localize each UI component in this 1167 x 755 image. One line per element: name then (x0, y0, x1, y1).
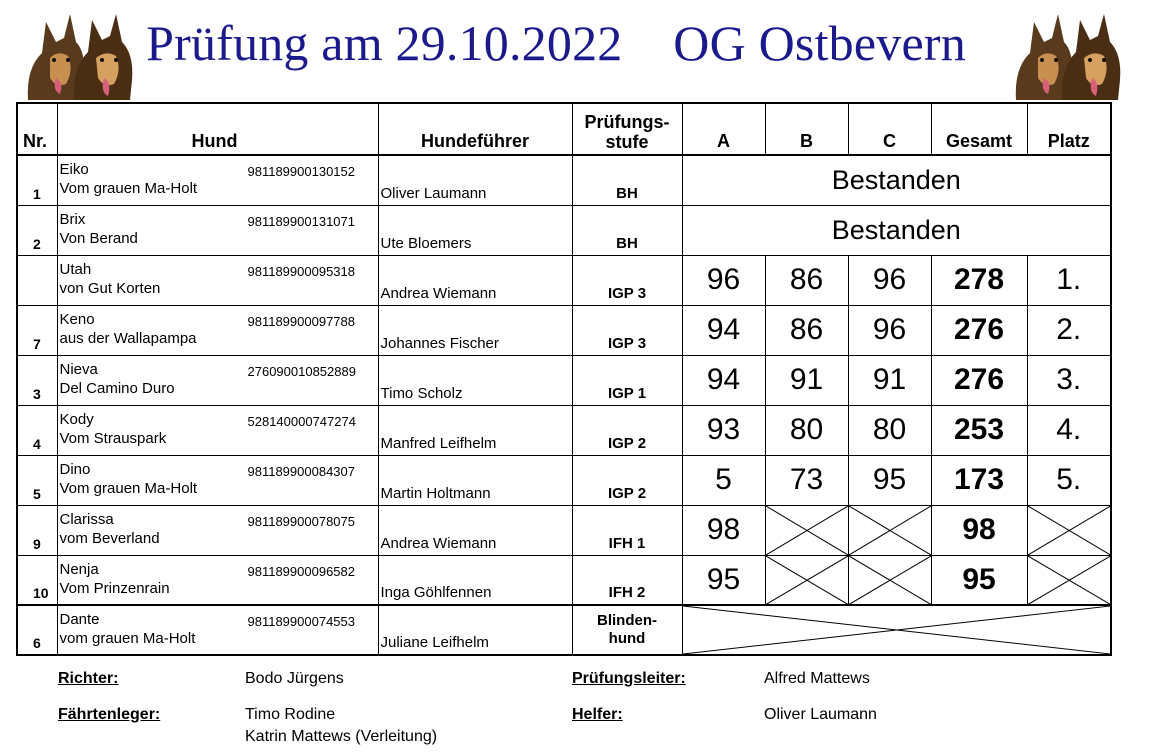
exam-level: IFH 2 (572, 555, 682, 605)
score-total: 98 (931, 505, 1027, 555)
chip-number: 981189900084307 (247, 463, 355, 479)
exam-level: Blinden- hund (572, 605, 682, 655)
exam-level: IGP 2 (572, 405, 682, 455)
page-title: Prüfung am 29.10.2022 OG Ostbevern (146, 15, 966, 71)
dog-kennel: von Gut Korten (59, 279, 161, 297)
row-nr: 3 (17, 355, 57, 405)
chip-number: 276090010852889 (247, 363, 356, 379)
score-total: 173 (931, 455, 1027, 505)
placement: 3. (1027, 355, 1111, 405)
dog-name: Kody (59, 410, 94, 428)
dog-kennel: Vom Strauspark (59, 429, 167, 447)
row-nr: 4 (17, 405, 57, 455)
chip-number: 528140000747274 (247, 413, 356, 429)
table-header-row (17, 103, 1111, 155)
chip-number: 981189900074553 (247, 614, 355, 629)
table-row (17, 405, 1111, 455)
score-a: 94 (682, 355, 765, 405)
chip-number: 981189900130152 (247, 164, 355, 179)
table-row (17, 555, 1111, 605)
crossed-out-cell (1027, 505, 1111, 555)
dog-kennel: vom grauen Ma-Holt (59, 630, 196, 647)
crossed-out-cell (848, 555, 931, 605)
exam-manager-name: Alfred Mattews (764, 670, 870, 687)
header-nr: Nr. (17, 103, 57, 155)
chip-number: 981189900097788 (247, 313, 355, 329)
dog-cell (57, 405, 378, 455)
row-nr (17, 255, 57, 305)
table-row (17, 505, 1111, 555)
exam-level: IGP 2 (572, 455, 682, 505)
table-row (17, 605, 1111, 655)
header-hund: Hund (57, 103, 378, 155)
handler: Andrea Wiemann (378, 505, 572, 555)
helper-label: Helfer: (572, 706, 623, 723)
row-nr: 10 (17, 555, 57, 605)
dog-kennel: aus der Wallapampa (59, 329, 197, 347)
chip-number: 981189900131071 (247, 213, 355, 229)
dog-cell (57, 605, 378, 655)
dog-kennel: Vom grauen Ma-Holt (59, 479, 198, 497)
table-row (17, 355, 1111, 405)
score-c: 91 (848, 355, 931, 405)
result-passed: Bestanden (682, 155, 1111, 205)
dog-name: Dante (59, 611, 100, 628)
row-nr: 5 (17, 455, 57, 505)
table-row (17, 305, 1111, 355)
dog-name: Utah (59, 260, 92, 278)
score-b: 80 (765, 405, 848, 455)
crossed-out-cell (765, 555, 848, 605)
judge-label: Richter: (58, 670, 119, 687)
dog-cell (57, 455, 378, 505)
handler: Oliver Laumann (378, 155, 572, 205)
handler: Manfred Leifhelm (378, 405, 572, 455)
crossed-out-cell (682, 605, 1111, 655)
score-c: 96 (848, 305, 931, 355)
exam-level: IGP 1 (572, 355, 682, 405)
tracklayer-name: Timo Rodine (245, 706, 336, 723)
score-total: 278 (931, 255, 1027, 305)
header-c: C (848, 103, 931, 155)
header-fuehrer: Hundeführer (378, 103, 572, 155)
table-row (17, 455, 1111, 505)
score-total: 276 (931, 355, 1027, 405)
results-table (16, 102, 1112, 656)
dog-cell (57, 155, 378, 205)
dog-name: Nieva (59, 360, 98, 378)
header-platz: Platz (1027, 103, 1111, 155)
dog-kennel: vom Beverland (59, 529, 160, 547)
row-nr: 2 (17, 205, 57, 255)
header-stufe: Prüfungs- stufe (572, 103, 682, 155)
row-nr: 6 (17, 605, 57, 655)
score-a: 93 (682, 405, 765, 455)
header-gesamt: Gesamt (931, 103, 1027, 155)
chip-number: 981189900078075 (247, 513, 355, 529)
handler: Ute Bloemers (378, 205, 572, 255)
handler: Johannes Fischer (378, 305, 572, 355)
table-row (17, 155, 1111, 205)
dog-name: Clarissa (59, 510, 114, 528)
score-total: 95 (931, 555, 1027, 605)
score-a: 5 (682, 455, 765, 505)
crossed-out-cell (848, 505, 931, 555)
row-nr: 1 (17, 155, 57, 205)
exam-level: IGP 3 (572, 305, 682, 355)
table-row (17, 255, 1111, 305)
handler: Juliane Leifhelm (378, 605, 572, 655)
score-c: 96 (848, 255, 931, 305)
score-b: 86 (765, 255, 848, 305)
crossed-out-cell (1027, 555, 1111, 605)
result-passed: Bestanden (682, 205, 1111, 255)
dog-cell (57, 205, 378, 255)
handler: Martin Holtmann (378, 455, 572, 505)
score-a: 96 (682, 255, 765, 305)
handler: Andrea Wiemann (378, 255, 572, 305)
exam-manager-label: Prüfungsleiter: (572, 670, 686, 687)
dog-cell (57, 505, 378, 555)
placement: 1. (1027, 255, 1111, 305)
exam-level: BH (572, 205, 682, 255)
exam-level: BH (572, 155, 682, 205)
handler: Timo Scholz (378, 355, 572, 405)
dog-kennel: Vom Prinzenrain (59, 579, 170, 597)
dog-name: Eiko (59, 161, 89, 178)
dog-kennel: Vom grauen Ma-Holt (59, 180, 198, 197)
dog-name: Nenja (59, 560, 99, 578)
placement: 2. (1027, 305, 1111, 355)
chip-number: 981189900095318 (247, 263, 355, 279)
placement: 4. (1027, 405, 1111, 455)
dog-kennel: Del Camino Duro (59, 379, 175, 397)
header-b: B (765, 103, 848, 155)
dog-cell (57, 255, 378, 305)
handler: Inga Göhlfennen (378, 555, 572, 605)
score-c: 95 (848, 455, 931, 505)
chip-number: 981189900096582 (247, 563, 355, 579)
header-a: A (682, 103, 765, 155)
dog-name: Keno (59, 310, 95, 328)
helper-name: Oliver Laumann (764, 706, 877, 723)
score-c: 80 (848, 405, 931, 455)
tracklayer-label: Fährtenleger: (58, 706, 161, 723)
score-a: 95 (682, 555, 765, 605)
dog-name: Dino (59, 460, 91, 478)
score-b: 91 (765, 355, 848, 405)
dog-cell (57, 355, 378, 405)
table-row (17, 205, 1111, 255)
score-a: 98 (682, 505, 765, 555)
dog-kennel: Von Berand (59, 229, 138, 247)
dog-name: Brix (59, 210, 86, 228)
row-nr: 9 (17, 505, 57, 555)
placement: 5. (1027, 455, 1111, 505)
exam-level: IFH 1 (572, 505, 682, 555)
crossed-out-cell (765, 505, 848, 555)
dog-cell (57, 305, 378, 355)
tracklayer-name-2: Katrin Mattews (Verleitung) (245, 728, 438, 745)
score-b: 86 (765, 305, 848, 355)
exam-level: IGP 3 (572, 255, 682, 305)
row-nr: 7 (17, 305, 57, 355)
score-total: 276 (931, 305, 1027, 355)
score-b: 73 (765, 455, 848, 505)
score-total: 253 (931, 405, 1027, 455)
judge-name: Bodo Jürgens (245, 670, 344, 687)
dog-cell (57, 555, 378, 605)
score-a: 94 (682, 305, 765, 355)
